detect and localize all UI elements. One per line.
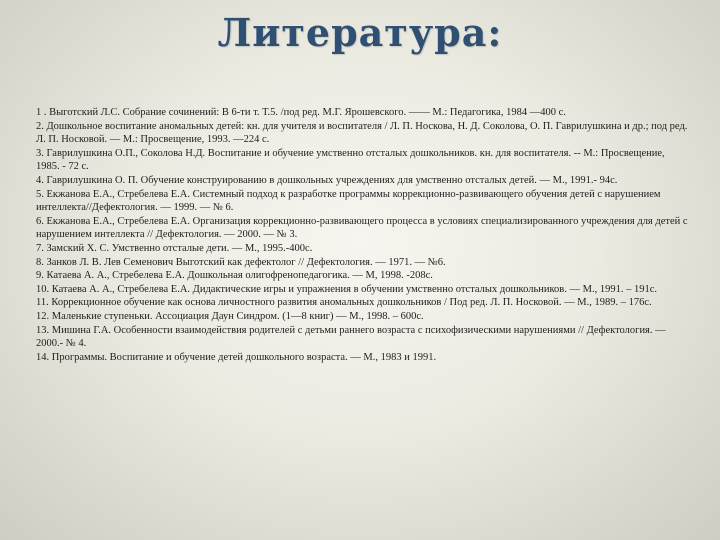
reference-item: 7. Замский Х. С. Умственно отсталые дети. — М., 1995.-400с. xyxy=(36,242,313,254)
reference-item: 3. Гаврилушкина О.П., Соколова Н.Д. Воспитание и обучение умственно отсталых дошкольников. кн. для воспитателя. -- М.: Просвещение, 1985. - 72 с. xyxy=(36,147,665,173)
reference-item: 12. Маленькие ступеньки. Ассоциация Даун Синдром. (1—8 книг) — М., 1998. – 600с. xyxy=(36,310,424,322)
reference-item: 10. Катаева А. А., Стребелева Е.А. Дидактические игры и упражнения в обучении умственно отсталых дошкольников. — М., 1991. – 191с. xyxy=(36,283,657,295)
slide-title: Литература: xyxy=(217,10,503,55)
reference-item: 2. Дошкольное воспитание аномальных детей: кн. для учителя и воспитателя / Л. П. Носкова, Н. Д. Соколова, О. П. Гаврилушкина и др.; под ред. Л. П. Носковой. — М.: Просвещение, 1993. —224 с. xyxy=(36,120,688,146)
reference-item: 5. Екжанова Е.А., Стребелева Е.А. Системный подход к разработке программы коррекционно-развивающего обучения детей с нарушением интеллекта//Дефектология. — 1999. — № 6. xyxy=(36,188,661,214)
reference-item: 9. Катаева А. А., Стребелева Е.А. Дошкольная олигофренопедагогика. — М, 1998. -208с. xyxy=(36,270,433,282)
reference-item: 6. Екжанова Е.А., Стребелева Е.А. Организация коррекционно-развивающего процесса в условиях специализированного учреждения для детей с нарушением интеллекта // Дефектология. — 2000. — № 3. xyxy=(36,215,688,241)
reference-item: 11. Коррекционное обучение как основа личностного развития аномальных дошкольников / Под ред. Л. П. Носковой. — М., 1989. – 176с. xyxy=(36,297,652,309)
reference-list xyxy=(36,106,688,364)
reference-item: 13. Мишина Г.А. Особенности взаимодействия родителей с детьми раннего возраста с психофизическими нарушениями // Дефектология. — 2000.- № 4. xyxy=(36,324,666,350)
reference-item: 14. Программы. Воспитание и обучение детей дошкольного возраста. — М., 1983 и 1991. xyxy=(36,351,437,363)
reference-item: 1 . Выготский Л.С. Собрание сочинений: В 6-ти т. Т.5. /под ред. М.Г. Ярошевского. —— М.: Педагогика, 1984 —400 с. xyxy=(36,107,566,118)
reference-item: 8. Занков Л. В. Лев Семенович Выготский как дефектолог // Дефектология. — 1971. — №6. xyxy=(36,256,446,268)
reference-item: 4. Гаврилушкина О. П. Обучение конструированию в дошкольных учреждениях для умственно отсталых детей. — М., 1991.- 94с. xyxy=(36,174,618,186)
